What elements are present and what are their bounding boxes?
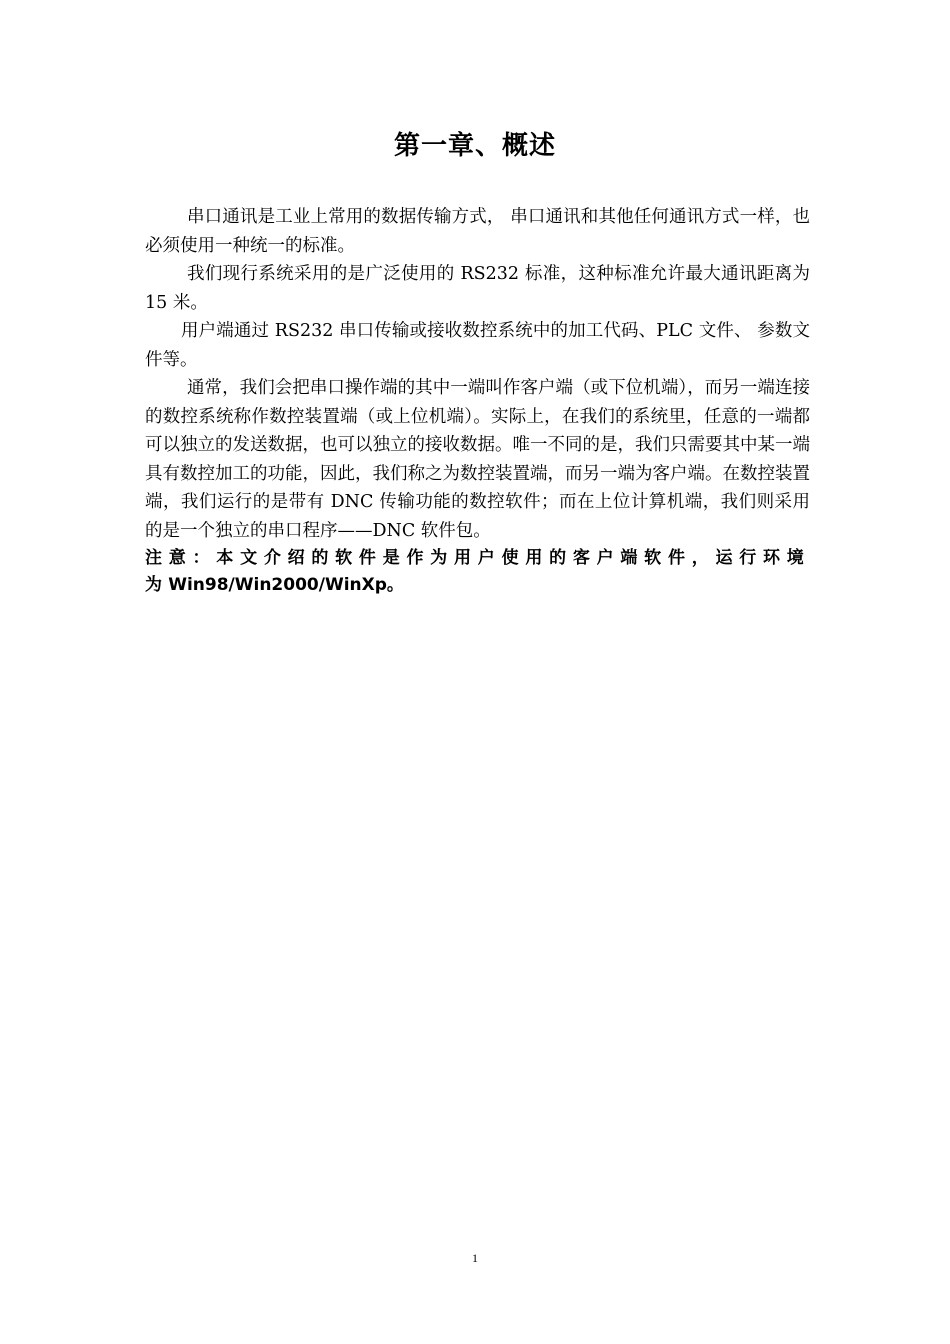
paragraph-user-transfer: 用户端通过 RS232 串口传输或接收数控系统中的加工代码、PLC 文件、 参数文件等。 bbox=[145, 321, 810, 370]
page-number: 1 bbox=[472, 1251, 478, 1265]
paragraph-serial-intro: 串口通讯是工业上常用的数据传输方式， 串口通讯和其他任何通讯方式一样，也必须使用一种统一的标准。 bbox=[145, 207, 810, 256]
body-text bbox=[145, 203, 810, 599]
note-paragraph bbox=[145, 545, 810, 599]
paragraph-rs232-standard: 我们现行系统采用的是广泛使用的 RS232 标准，这种标准允许最大通讯距离为 15 米。 bbox=[145, 264, 810, 313]
note-text: 注意：本文介绍的软件是作为用户使用的客户端软件，运行环境为 bbox=[145, 548, 810, 595]
chapter-title: 第一章、概述 bbox=[393, 131, 556, 161]
paragraph-client-server: 通常，我们会把串口操作端的其中一端叫作客户端（或下位机端），而另一端连接的数控系统称作数控装置端（或上位机端）。实际上，在我们的系统里，任意的一端都可以独立的发送数据，也可以独立的接收数据。唯一不同的是，我们只需要其中某一端具有数控加工的功能，因此，我们称之为数控装置端，而另一端为客户端。在数控装置端，我们运行的是带有 DNC 传输功能的数控软件；而在上位计算机端，我们则采用的是一个独立的串口程序——DNC 软件包。 bbox=[145, 378, 810, 541]
note-environment: Win98/Win2000/WinXp。 bbox=[168, 575, 404, 595]
